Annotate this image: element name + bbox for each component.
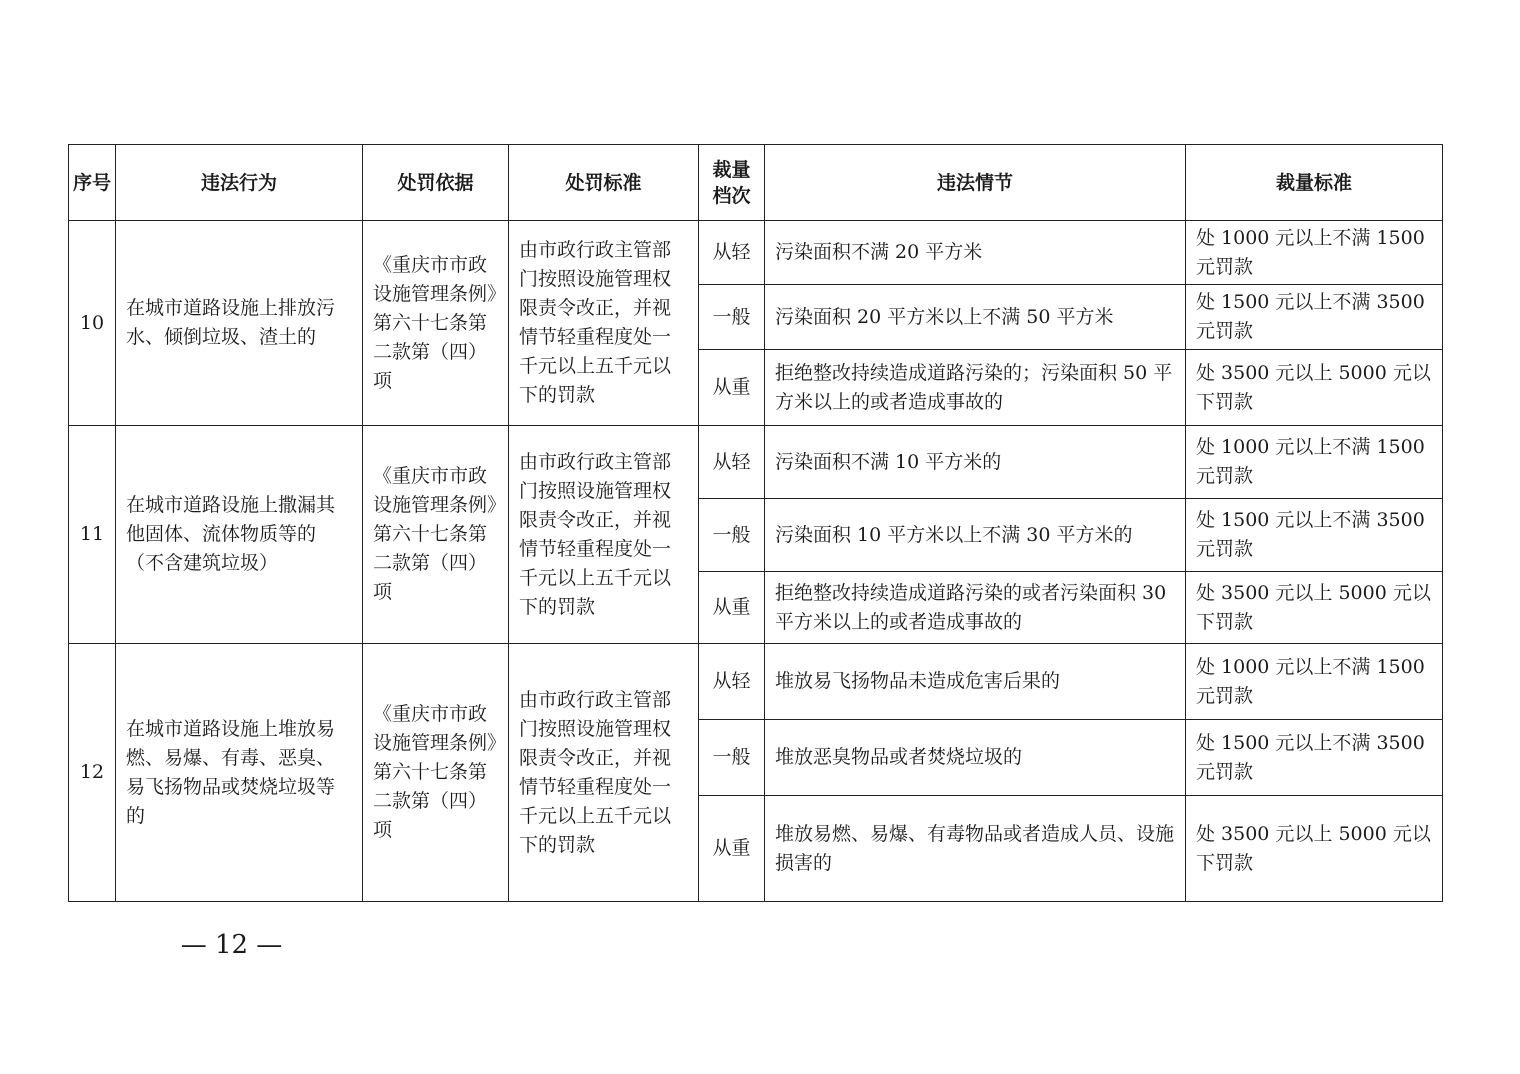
row-standard: 由市政行政主管部门按照设施管理权限责令改正，并视情节轻重程度处一千元以上五千元以下的罚款 [509,644,699,902]
level-cell: 从重 [699,350,765,426]
table-row [69,426,1443,499]
header-basis: 处罚依据 [363,145,509,221]
level-cell: 从轻 [699,221,765,285]
amount-cell: 处 3500 元以上 5000 元以下罚款 [1186,796,1443,902]
amount-cell: 处 3500 元以上 5000 元以下罚款 [1186,572,1443,644]
penalty-discretion-table [68,144,1443,902]
amount-cell: 处 1000 元以上不满 1500 元罚款 [1186,644,1443,720]
row-act: 在城市道路设施上堆放易燃、易爆、有毒、恶臭、易飞扬物品或焚烧垃圾等的 [116,644,363,902]
level-cell: 从轻 [699,644,765,720]
row-act: 在城市道路设施上撒漏其他固体、流体物质等的（不含建筑垃圾） [116,426,363,644]
header-circumstance: 违法情节 [765,145,1186,221]
circumstance-cell: 污染面积 10 平方米以上不满 30 平方米的 [765,499,1186,572]
circumstance-cell: 污染面积 20 平方米以上不满 50 平方米 [765,285,1186,350]
row-basis: 《重庆市市政设施管理条例》第六十七条第二款第（四）项 [363,426,509,644]
row-seq: 11 [69,426,116,644]
header-level-line2: 档次 [712,184,751,207]
amount-cell: 处 1500 元以上不满 3500 元罚款 [1186,499,1443,572]
header-amount: 裁量标准 [1186,145,1443,221]
row-basis: 《重庆市市政设施管理条例》第六十七条第二款第（四）项 [363,644,509,902]
header-seq: 序号 [69,145,116,221]
header-act: 违法行为 [116,145,363,221]
row-basis: 《重庆市市政设施管理条例》第六十七条第二款第（四）项 [363,221,509,426]
circumstance-cell: 堆放易燃、易爆、有毒物品或者造成人员、设施损害的 [765,796,1186,902]
header-level-line1: 裁量 [712,158,751,181]
table-row [69,644,1443,720]
amount-cell: 处 3500 元以上 5000 元以下罚款 [1186,350,1443,426]
circumstance-cell: 堆放恶臭物品或者焚烧垃圾的 [765,720,1186,796]
header-standard: 处罚标准 [509,145,699,221]
amount-cell: 处 1000 元以上不满 1500 元罚款 [1186,426,1443,499]
row-standard: 由市政行政主管部门按照设施管理权限责令改正，并视情节轻重程度处一千元以上五千元以下的罚款 [509,221,699,426]
level-cell: 从重 [699,796,765,902]
circumstance-cell: 污染面积不满 20 平方米 [765,221,1186,285]
level-cell: 从轻 [699,426,765,499]
page-number: — 12 — [180,930,283,960]
circumstance-cell: 污染面积不满 10 平方米的 [765,426,1186,499]
table-header-row [69,145,1443,221]
table-row [69,221,1443,285]
header-level [699,145,765,221]
amount-cell: 处 1500 元以上不满 3500 元罚款 [1186,285,1443,350]
amount-cell: 处 1000 元以上不满 1500 元罚款 [1186,221,1443,285]
row-act: 在城市道路设施上排放污水、倾倒垃圾、渣土的 [116,221,363,426]
row-seq: 12 [69,644,116,902]
level-cell: 一般 [699,285,765,350]
level-cell: 从重 [699,572,765,644]
row-seq: 10 [69,221,116,426]
circumstance-cell: 拒绝整改持续造成道路污染的；污染面积 50 平方米以上的或者造成事故的 [765,350,1186,426]
level-cell: 一般 [699,499,765,572]
level-cell: 一般 [699,720,765,796]
circumstance-cell: 拒绝整改持续造成道路污染的或者污染面积 30 平方米以上的或者造成事故的 [765,572,1186,644]
row-standard: 由市政行政主管部门按照设施管理权限责令改正，并视情节轻重程度处一千元以上五千元以下的罚款 [509,426,699,644]
amount-cell: 处 1500 元以上不满 3500 元罚款 [1186,720,1443,796]
circumstance-cell: 堆放易飞扬物品未造成危害后果的 [765,644,1186,720]
